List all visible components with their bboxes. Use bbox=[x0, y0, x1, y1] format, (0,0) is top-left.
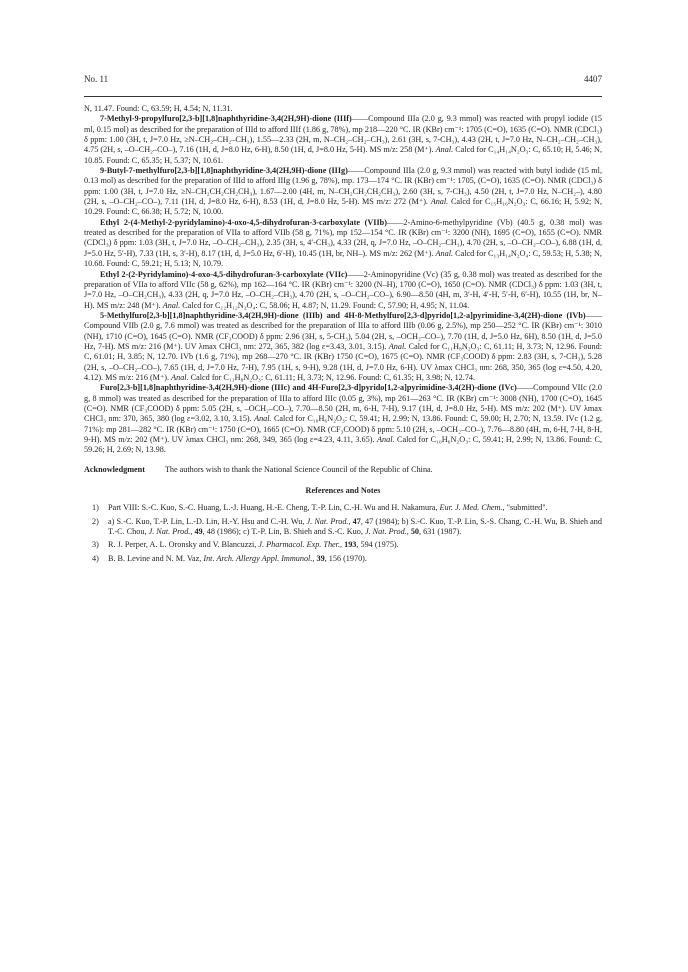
text-run: 49 bbox=[194, 527, 203, 537]
issue-number: No. 11 bbox=[84, 74, 109, 84]
text-run: , 594 (1975). bbox=[356, 540, 399, 550]
text-run: 7-Methyl-9-propylfuro[2,3-b][1,8]naphthyridine-3,4(2H,9H)-dione (IIIf) bbox=[100, 114, 352, 124]
text-run: Anal. bbox=[388, 341, 407, 351]
text-run: Calcd for C₁₁H₈N₂O₃: C, 61.11; H, 3.73; N, 12.96. Found: C, 61.01; H, 3.85; N, 12.70. IVb (1.6 g, 71%), mp 268—270 °C. IR (KBr) 1750 (C=O), 1675 (C=O). NMR (CF₃COOD) δ ppm: 2.83 (3H, s, 7-CH₃), 5.28 (2H, s, –O–CH₂–CO–), 7.65 (1H, d, J=7.0 Hz, 7-H), 7.95 (1H, s, 9-H), 9.28 (1H, d, J=7.0 Hz, 6-H). UV λmax CHCl₃ nm: 268, 350, 365 (log ε=4.50, 4.20, 4.12). MS m/z: 216 (M⁺). bbox=[84, 341, 602, 382]
body-paragraph bbox=[84, 218, 602, 270]
text-run: Ethyl 2-(2-Pyridylamino)-4-oxo-4,5-dihydrofuran-3-carboxylate (VIIc) bbox=[100, 269, 348, 279]
text-run: J. Pharmacol. Exp. Ther. bbox=[258, 540, 341, 550]
body-paragraph bbox=[84, 104, 602, 114]
text-run: Anal. bbox=[171, 372, 189, 382]
references-heading: References and Notes bbox=[305, 486, 381, 496]
text-run: Anal. bbox=[435, 145, 454, 155]
text-run: a) S.-C. Kuo, T.-P. Lin, L.-D. Lin, H.-Y. Hsu and C.-H. Wu, bbox=[108, 516, 307, 526]
body-paragraph bbox=[84, 166, 602, 218]
acknowledgment-label: Acknowledgment bbox=[84, 464, 145, 474]
text-run: Anal. bbox=[254, 414, 272, 424]
text-run: , 631 (1987). bbox=[419, 527, 462, 537]
acknowledgment bbox=[84, 465, 602, 475]
text-run: , 48 (1986); c) T.-P. Lin, B. Shieh and S.-C. Kuo, bbox=[202, 527, 365, 537]
text-run: J. Nat. Prod. bbox=[364, 527, 407, 537]
text-run: ——Compound IIIa (2.0 g, 9.3 mmol) was reacted with butyl iodide (15 ml, 0.13 mol) as described for the preparation of IIId to afford IIIg (1.96 g, 78%), mp. 173—174 °C. IR (KBr) cm⁻¹: 1705, (C=O), 1635 (C=O). NMR (CDCl₃) δ ppm: 1.00 (3H, t, J=7.0 Hz, ≥N–CH₂CH₂CH₂CH₃), 1.67—2.00 (4H, m, N–CH₂CH₂CH₂CH₃), 2.60 (3H, s, 7-CH₃), 4.50 (2H, t, J=7.0 Hz, N–CH₂–), 4.80 (2H, s, –O–CH₂–CO–), 7.11 (1H, d, J=8.0 Hz, 6-H), 8.53 (1H, d, J=8.0 Hz, 5-H). MS m/z: 272 (M⁺). bbox=[84, 166, 602, 207]
text-run: Calcd for C₁₁H₈N₂O₃: C, 61.11; H, 3.73; N, 12.96. Found: C, 61.35; H, 3.98; N, 12.74. bbox=[188, 372, 476, 382]
reference-number: 3) bbox=[92, 540, 99, 550]
text-run: , 156 (1970). bbox=[324, 553, 367, 563]
reference-number: 4) bbox=[92, 553, 99, 563]
text-run: , 47 (1984); b) S.-C. Kuo, T.-P. Lin, S.-S. Chang, C.-H. Wu, B. Shieh and T.-C. Chou, bbox=[108, 516, 602, 537]
text-run: ——Compound VIIb (2.0 g, 7.6 mmol) was treated as described for the preparation of IIIa to afford IIIb (0.06 g, 2.5%), mp 250—252 °C. IR (KBr) cm⁻¹: 3010 (NH), 1710 (C=O), 1645 (C=O). NMR (CF₃COOD) δ ppm: 2.96 (3H, s, 5-CH₃), 5.04 (2H, s, –OCH₂–CO–), 7.70 (1H, d, J=5.0 Hz, 6H), 8.50 (1H, d, J=5.0 Hz, 7-H). MS m/z: 216 (M⁺). UV λmax CHCl₃ nm: 272, 365, 382 (log ε=3.43, 3.01, 3.15). bbox=[84, 310, 602, 351]
text-run: ——Compound IIIa (2.0 g, 9.3 mmol) was reacted with propyl iodide (15 ml, 0.15 mol) as described for the preparation of IIId to afford IIIf (1.86 g, 78%), mp 218—220 °C. IR (KBr) cm⁻¹: 1705 (C=O), 1635 (C=O). NMR (CDCl₃) δ ppm: 1.00 (3H, t, J=7.0 Hz, ≥N–CH₂–CH₂–CH₃), 1.55—2.33 (2H, m, N–CH₂–CH₂–CH₃), 2.61 (3H, s, 7-CH₃), 4.43 (2H, t, J=7.0 Hz, N–CH₂–CH₂–CH₃), 4.75 (2H, s, –O–CH₂–CO–), 7.16 (1H, d, J=8.0 Hz, 6-H), 8.50 (1H, d, J=8.0 Hz, 5-H). MS m/z: 258 (M⁺). bbox=[84, 114, 602, 155]
text-run: Anal. bbox=[430, 197, 449, 207]
reference-number: 2) bbox=[92, 516, 99, 526]
body-paragraph bbox=[84, 311, 602, 383]
text-run: 50 bbox=[410, 527, 419, 537]
text-run: 5-Methylfuro[2,3-b][1,8]naphthyridine-3,4(2H,9H)-dione (IIIb) and 4H-8-Methylfuro[2,3-d]pyrido[1,2-a]pyrimidine-3,4(2H)-dione (IVb) bbox=[100, 310, 586, 320]
text-run: 193 bbox=[344, 540, 357, 550]
text-run: 47 bbox=[352, 516, 361, 526]
text-run: Calcd for C₁₅H₁₆N₂O₃: C, 66.16; H, 5.92; N, 10.29. Found: C, 66.38; H, 5.72; N, 10.00. bbox=[84, 197, 602, 217]
text-run: , bbox=[190, 527, 195, 537]
text-run: , bbox=[312, 553, 317, 563]
header-rule bbox=[84, 96, 602, 97]
reference-item bbox=[84, 540, 602, 550]
page-header bbox=[84, 74, 602, 90]
page-number: 4407 bbox=[584, 74, 602, 84]
text-run: 9-Butyl-7-methylfuro[2,3-b][1,8]naphthyridine-3,4(2H,9H)-dione (IIIg) bbox=[100, 166, 348, 176]
text-run: ——Compound VIIc (2.0 g, 8 mmol) was treated as described for the preparation of IIIa to afford IIIc (0.05 g, 3%), mp 261—263 °C. IR (KBr) cm⁻¹: 3008 (NH), 1700 (C=O), 1645 (C=O). NMR (CF₃COOD) δ ppm: 5.05 (2H, s, –OCH₂–CO–), 7.70—8.50 (2H, m, 6-H, 7-H), 9.17 (1H, d, J=8.0 Hz, 5-H). MS m/z: 202 (M⁺). UV λmax CHCl₃ nm: 370, 365, 380 (log ε=3.02, 3.10, 3.15). bbox=[84, 383, 602, 424]
experimental-section bbox=[84, 104, 602, 456]
text-run: 39 bbox=[316, 553, 325, 563]
text-run: R. J. Perper, A. L. Oronsky and V. Blancuzzi, bbox=[108, 540, 259, 550]
text-run: Calcd for C₁₀H₆N₂O₃: C, 59.41; H, 2.99; N, 13.86. Found: C, 59.26; H, 2.69; N, 13.98. bbox=[84, 435, 602, 455]
text-run: Anal. bbox=[435, 248, 454, 258]
acknowledgment-text: The authors wish to thank the National Science Council of the Republic of China. bbox=[164, 464, 433, 474]
text-run: N, 11.47. Found: C, 63.59; H, 4.54; N, 11.31. bbox=[84, 104, 233, 113]
reference-item bbox=[84, 503, 602, 513]
text-run: Furo[2,3-b][1,8]naphthyridine-3,4(2H,9H)-dione (IIIc) and 4H-Furo[2,3-d]pyrido[1,2-a]pyrimidine-3,4(2H)-dione (IVc) bbox=[100, 383, 517, 393]
article-body bbox=[84, 104, 602, 567]
text-run: , "submitted". bbox=[502, 503, 548, 513]
text-run: Ethyl 2-(4-Methyl-2-pyridylamino)-4-oxo-4,5-dihydrofuran-3-carboxylate (VIIb) bbox=[100, 217, 387, 227]
body-paragraph bbox=[84, 114, 602, 166]
text-run: , bbox=[406, 527, 411, 537]
body-paragraph bbox=[84, 270, 602, 311]
text-run: ——2-Amino-6-methylpyridine (Vb) (40.5 g, 0.38 mol) was treated as described for the preparation of VIIa to afford VIIb (58 g, 71%), mp 152—154 °C. IR (KBr) cm⁻¹: 3200 (NH), 1695 (C=O), 1655 (C=O). NMR (CDCl₃) δ ppm: 1.03 (3H, t, J=7.0 Hz, –O–CH₂–CH₃), 2.35 (3H, s, 4′-CH₃), 4.33 (2H, q, J=7.0 Hz, –O–CH₂–CH₃), 4.70 (2H, s, –O–CH₂–CO–), 6.88 (1H, d, J=5.0 Hz, 5′-H), 7.33 (1H, s, 3′-H), 8.17 (1H, d, J=5.0 Hz, 6′-H), 10.45 (1H, br, NH–). MS m/z: 262 (M⁺). bbox=[84, 217, 602, 258]
text-run: Calcd for C₁₃H₁₄N₂O₄: C, 59.53; H, 5.38; N, 10.68. Found: C, 59.21; H, 5.13; N, 10.79. bbox=[84, 248, 602, 269]
reference-number: 1) bbox=[92, 503, 99, 513]
text-run: Calcd for C₁₂H₁₂N₂O₄: C, 58.06; H, 4.87; N, 11.29. Found: C, 57.90; H, 4.95; N, 11.04. bbox=[180, 300, 470, 310]
text-run: , bbox=[348, 516, 353, 526]
reference-item bbox=[84, 554, 602, 564]
text-run: B. B. Levine and N. M. Vaz, bbox=[108, 553, 204, 563]
text-run: ——2-Aminopyridine (Vc) (35 g, 0.38 mol) was treated as described for the preparation of VIIa to afford VIIc (58 g, 62%), mp 162—164 °C. IR (KBr) cm⁻¹: 3200 (N–H), 1700 (C=O), 1650 (C=O). NMR (CDCl₃) δ ppm: 1.03 (3H, t, J=7.0 Hz, –O–CH₂CH₃), 4.33 (2H, q, J=7.0 Hz, –O–CH₂–CH₃), 4.70 (2H, s, –O–CH₂–CO–), 6.90—8.50 (4H, m, 3′-H, 4′-H, 5′-H, 6′-H), 10.55 (1H, br, N–H). MS m/z: 248 (M⁺). bbox=[84, 269, 602, 310]
text-run: J. Nat. Prod. bbox=[306, 516, 349, 526]
reference-item bbox=[84, 517, 602, 538]
text-run: Eur. J. Med. Chem. bbox=[439, 503, 503, 513]
text-run: Anal. bbox=[162, 300, 181, 310]
text-run: , bbox=[340, 540, 345, 550]
text-run: J. Nat. Prod. bbox=[148, 527, 191, 537]
text-run: Calcd for C₁₀H₆N₂O₃: C, 59.41; H, 2.99; N, 13.86. Found: C, 59.00; H, 2.70; N, 13.59. IVc (1.2 g, 71%): mp 281—282 °C. IR (KBr) cm⁻¹: 1750 (C=O), 1665 (C=O). NMR (CF₃COOD) δ ppm: 5.10 (2H, s, –OCH₂–CO–), 7.76—8.80 (4H, m, 6-H, 7-H, 8-H, 9-H). MS m/z: 202 (M⁺). UV λmax CHCl₃ nm: 268, 349, 365 (log ε=4.23, 4.11, 3.65). bbox=[84, 414, 603, 444]
text-run: Anal. bbox=[377, 435, 395, 444]
text-run: Part VIII: S.-C. Kuo, S.-C. Huang, L.-J. Huang, H.-E. Cheng, T.-P. Lin, C.-H. Wu and H. Nakamura, bbox=[108, 503, 440, 513]
text-run: Int. Arch. Allergy Appl. Immunol. bbox=[203, 553, 313, 563]
references-list bbox=[84, 503, 602, 564]
text-run: Calcd for C₁₄H₁₄N₂O₃: C, 65.10; H, 5.46; N, 10.85. Found: C, 65.35; H, 5.37; N, 10.61. bbox=[84, 145, 602, 165]
body-paragraph bbox=[84, 383, 602, 455]
